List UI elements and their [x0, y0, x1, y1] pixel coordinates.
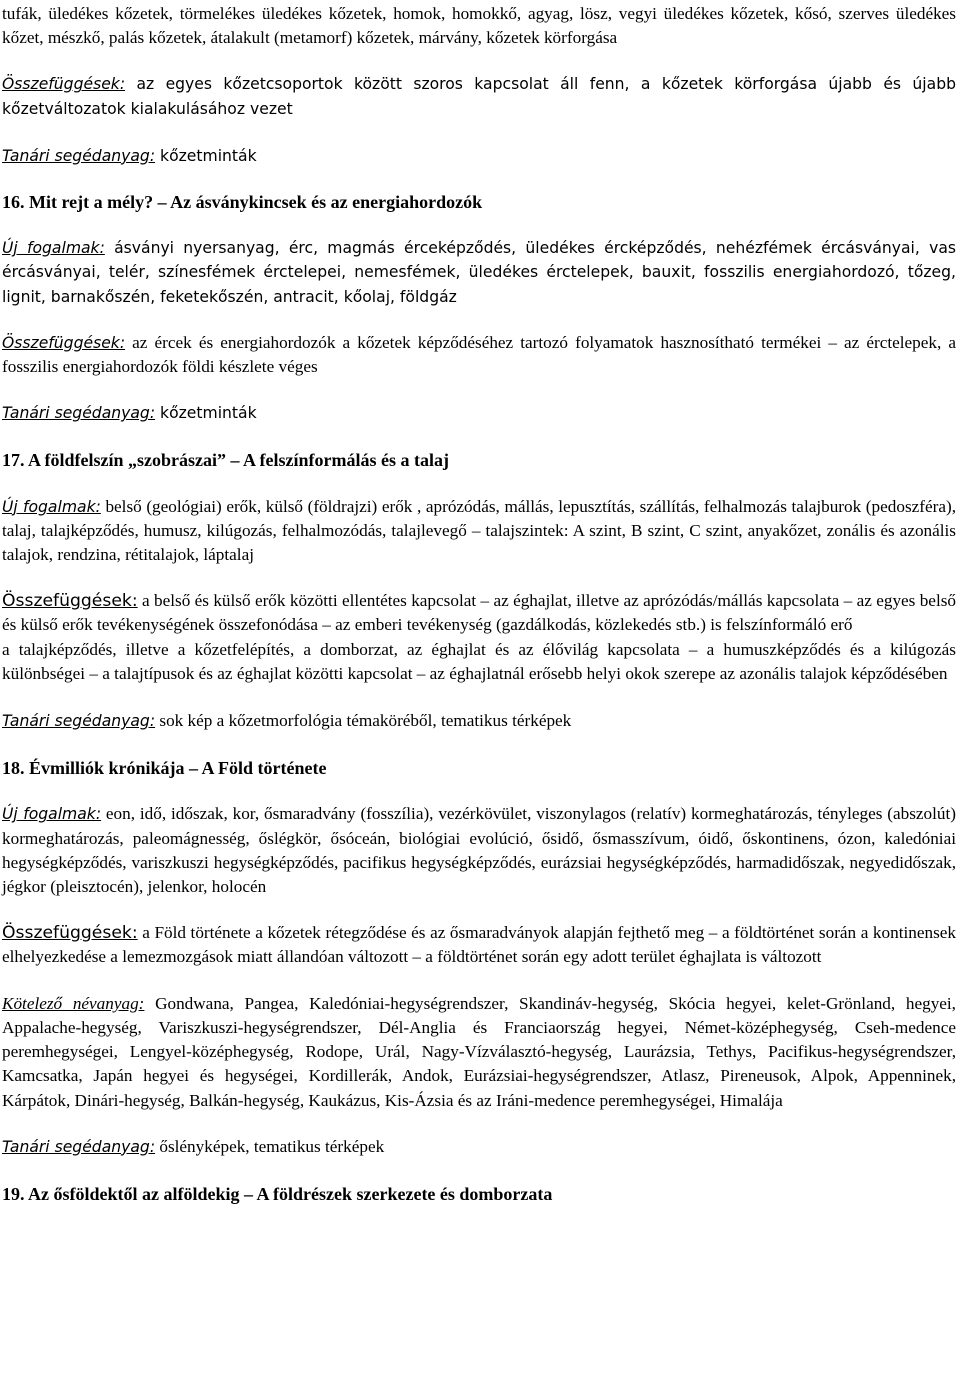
tanari-text: őslényképek, tematikus térképek [155, 1136, 385, 1156]
uj-fogalmak-text: belső (geológiai) erők, külső (földrajzi) erők , aprózódás, mállás, lepusztítás, szállítás, felhalmozás talajburok (pedoszféra), talaj, talajképződés, humusz, kilúgozás, felhalmozódás, talajlevegő – talajszintek: A szint, B szint, C szint, anyakőzet, zonális és azonális talajok, rendzina, rétitalajok, láptalaj [2, 496, 956, 565]
uj-fogalmak-label: Új fogalmak: [2, 805, 102, 824]
tanari-text: kőzetminták [155, 404, 257, 423]
section-19-heading [2, 1182, 956, 1206]
osszefuggesek-label: Összefüggések: [2, 591, 138, 612]
section-18-heading [2, 756, 956, 780]
uj-fogalmak-text: eon, idő, időszak, kor, ősmaradvány (fosszília), vezérkövület, viszonylagos (relatív) kormeghatározás, tényleges (abszolút) kormeghatározás, paleomágnesség, őslégkör, ősóceán, biológiai evolúció, ősidő, ősmasszívum, óidő, őskontinens, ózon, kaledóniai hegységképződés, variszkuszi hegységképződés, pacifikus hegységképződés, eurázsiai hegységképződés, harmadidőszak, negyedidőszak, jégkor (pleisztocén), jelenkor, holocén [2, 804, 956, 897]
section-16-osszefuggesek [2, 331, 956, 379]
osszefuggesek-label: Összefüggések: [2, 75, 126, 94]
section-19-subtitle: – A földrészek szerkezete és domborzata [239, 1183, 553, 1204]
tanari-label: Tanári segédanyag: [2, 1137, 156, 1156]
section-18-uj-fogalmak [2, 802, 956, 899]
section-18-tanari [2, 1135, 956, 1159]
intro-paragraph [2, 2, 956, 50]
section-18-title: 18. Évmilliók krónikája [2, 758, 185, 779]
osszefuggesek-text: az egyes kőzetcsoportok között szoros kapcsolat áll fenn, a kőzetek körforgása újabb és újabb kőzetváltozatok kialakulásához vezet [2, 75, 956, 118]
section-18-kotelezo-nevanyag [2, 992, 956, 1113]
tanari-label: Tanári segédanyag: [2, 146, 156, 165]
osszefuggesek-label: Összefüggések: [2, 333, 126, 352]
section-17-osszefuggesek-2 [2, 638, 956, 686]
block1-tanari [2, 144, 956, 168]
uj-fogalmak-label: Új fogalmak: [2, 239, 105, 258]
osszefuggesek-text: az ércek és energiahordozók a kőzetek képződéséhez tartozó folyamatok hasznosítható termékei – az érctelepek, a fosszilis energiahordozók földi készlete véges [2, 332, 956, 377]
section-17-osszefuggesek [2, 589, 956, 637]
document-page [0, 2, 960, 1383]
kotelezo-nevanyag-text: Gondwana, Pangea, Kaledóniai-hegységrendszer, Skandináv-hegység, Skócia hegyei, kelet-Grönland, hegyei, Appalache-hegység, Variszkuszi-hegységrendszer, Dél-Anglia és Franciaország hegyei, Német-középhegység, Cseh-medence peremhegységei, Lengyel-középhegység, Rodope, Urál, Nagy-Vízválasztó-hegység, Laurázsia, Tethys, Pacifikus-hegységrendszer, Kamcsatka, Japán hegyei és hegységei, Kordillerák, Andok, Eurázsiai-hegységrendszer, Atlasz, Pireneusok, Alpok, Appenninek, Kárpátok, Dinári-hegység, Balkán-hegység, Kaukázus, Kis-Ázsia és az Iráni-medence peremhegységei, Himalája [2, 993, 956, 1110]
section-18-subtitle: – A Föld története [184, 758, 327, 779]
osszefuggesek-label: Összefüggések: [2, 923, 138, 944]
section-17-tanari [2, 709, 956, 733]
section-19-title: 19. Az ősföldektől az alföldekig [2, 1183, 240, 1204]
osszefuggesek-text-2: a talajképződés, illetve a kőzetfelépítés, a domborzat, az éghajlat és az élővilág kapcsolata – a humuszképződés és a kilúgozás különbségei – a talajtípusok és az éghajlat közötti kapcsolat – az éghajlatnál erősebb helyi okok szerepe az azonális talajok képződésében [2, 639, 956, 683]
kotelezo-nevanyag-label: Kötelező névanyag: [2, 993, 145, 1013]
block1-osszefuggesek [2, 72, 956, 120]
tanari-text: kőzetminták [155, 146, 257, 165]
section-16-title: 16. Mit rejt a mély? [2, 192, 154, 213]
section-18-osszefuggesek [2, 921, 956, 969]
section-17-title: 17. A földfelszín „szobrászai” [2, 450, 226, 471]
section-16-tanari [2, 401, 956, 425]
section-17-heading [2, 448, 956, 472]
section-16-subtitle: – Az ásványkincsek és az energiahordozók [153, 192, 483, 213]
osszefuggesek-text: a Föld története a kőzetek rétegződése és az ősmaradványok alapján fejthető meg – a földtörténet során a kontinensek elhelyezkedése a lemezmozgások miatt állandóan változott – a földtörténet során egy adott terület éghajlata is változott [2, 923, 956, 967]
osszefuggesek-text-1: a belső és külső erők közötti ellentétes kapcsolat – az éghajlat, illetve az aprózódás/mállás kapcsolata – az egyes belső és külső erők tevékenységének összefonódása – az emberi tevékenység (gazdálkodás, közlekedés stb.) is felszínformáló erő [2, 591, 956, 635]
section-16-heading [2, 190, 956, 214]
section-16-uj-fogalmak [2, 236, 956, 309]
intro-text: tufák, üledékes kőzetek, törmelékes üledékes kőzetek, homok, homokkő, agyag, lösz, vegyi üledékes kőzetek, kősó, szerves üledékes kőzet, mészkő, palás kőzetek, átalakult (metamorf) kőzetek, márvány, kőzetek körforgása [2, 4, 956, 48]
section-17-uj-fogalmak [2, 495, 956, 568]
tanari-label: Tanári segédanyag: [2, 404, 156, 423]
tanari-label: Tanári segédanyag: [2, 712, 156, 731]
uj-fogalmak-text: ásványi nyersanyag, érc, magmás érceképződés, üledékes ércképződés, nehézfémek ércásványai, vas ércásványai, telér, színesfémek érctelepei, nemesfémek, üledékes érctelepek, bauxit, fosszilis energiahordozó, tőzeg, lignit, barnakőszén, feketekőszén, antracit, kőolaj, földgáz [2, 239, 956, 306]
uj-fogalmak-label: Új fogalmak: [2, 497, 101, 516]
section-17-subtitle: – A felszínformálás és a talaj [226, 450, 449, 471]
tanari-text: sok kép a kőzetmorfológia témaköréből, tematikus térképek [155, 711, 572, 731]
